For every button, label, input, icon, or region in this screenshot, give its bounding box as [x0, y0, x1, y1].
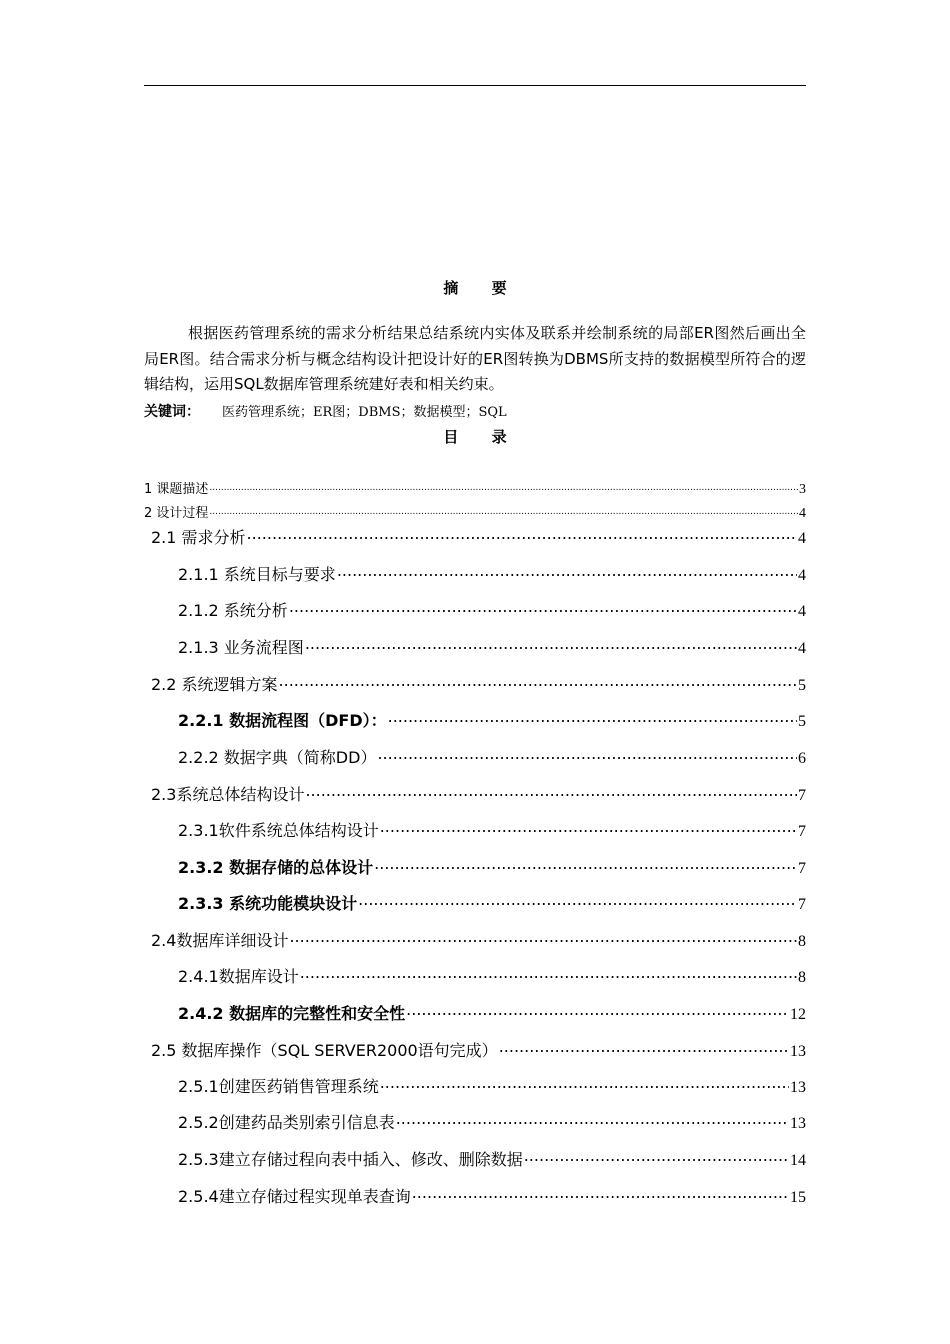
toc-entry[interactable] [151, 928, 806, 951]
toc-leader [300, 966, 797, 982]
toc-leader [499, 1040, 789, 1056]
toc-entry[interactable] [178, 1110, 806, 1133]
toc-entry[interactable] [178, 635, 806, 658]
toc-leader [380, 820, 797, 836]
toc-entry[interactable] [178, 562, 806, 585]
toc-title: 目 录 [443, 428, 521, 446]
keywords-text: 医药管理系统；ER图；DBMS；数据模型；SQL [222, 405, 507, 420]
toc-entry[interactable] [178, 745, 806, 768]
toc-entry-page: 7 [798, 823, 806, 840]
toc-entry-title: 2.5.1创建医药销售管理系统 [178, 1077, 379, 1096]
toc-entry-title: 2.2.1 数据流程图（DFD）： [178, 711, 387, 730]
toc-entry-page: 4 [798, 603, 806, 620]
toc-leader [305, 637, 797, 653]
toc-entry[interactable] [178, 708, 806, 731]
toc-leader [374, 857, 797, 873]
toc-leader [377, 747, 797, 763]
toc-entry-page: 4 [798, 530, 806, 547]
toc-entry-page: 5 [798, 713, 806, 730]
toc-entry-title: 2.2.2 数据字典（简称DD） [178, 748, 377, 767]
toc-entry[interactable] [151, 525, 806, 548]
toc-entry-title: 2.3.2 数据存储的总体设计 [178, 858, 374, 877]
toc-entry-title: 2.1.1 系统目标与要求 [178, 565, 336, 584]
toc-leader [305, 784, 797, 800]
keywords-line [144, 401, 806, 424]
abstract-title: 摘 要 [443, 279, 521, 297]
toc-leader [380, 1076, 789, 1092]
toc-leader [396, 1112, 789, 1128]
toc-entry-title: 2.5.3建立存储过程向表中插入、修改、删除数据 [178, 1150, 523, 1169]
toc-entry-title: 2.1.2 系统分析 [178, 601, 288, 620]
toc-entry-page: 7 [798, 896, 806, 913]
toc-entry[interactable] [178, 1147, 806, 1170]
toc-entry-title: 2.4.1数据库设计 [178, 967, 299, 986]
toc-entry-title: 2.5 数据库操作（SQL SERVER2000语句完成） [151, 1041, 498, 1060]
toc-leader [289, 600, 797, 616]
toc-leader [337, 564, 797, 580]
toc-entry-title: 2.3系统总体结构设计 [151, 785, 305, 804]
toc-leader [279, 674, 797, 690]
toc-entry[interactable] [178, 598, 806, 621]
toc-entry-title: 2.5.4建立存储过程实现单表查询 [178, 1187, 411, 1206]
toc-entry-page: 14 [790, 1152, 806, 1169]
toc-entry-page: 12 [790, 1006, 806, 1023]
toc-leader [247, 527, 797, 543]
toc-entry[interactable] [151, 1038, 806, 1061]
toc-leader [412, 1186, 789, 1202]
toc-entry-title: 2.4数据库详细设计 [151, 931, 289, 950]
toc-leader [289, 930, 797, 946]
toc-entry-page: 13 [790, 1079, 806, 1096]
toc-leader [209, 484, 798, 493]
toc-entry-title: 2.4.2 数据库的完整性和安全性 [178, 1004, 406, 1023]
abstract-body: 根据医药管理系统的需求分析结果总结系统内实体及联系并绘制系统的局部ER图然后画出全局ER图。结合需求分析与概念结构设计把设计好的ER图转换为DBMS所支持的数据模型所符合的逻辑结构，运用SQL数据库管理系统建好表和相关约束。 [144, 324, 806, 393]
toc-leader [524, 1149, 789, 1165]
toc-entry[interactable] [144, 502, 806, 522]
toc-leader [209, 508, 798, 517]
toc-entry[interactable] [151, 782, 806, 805]
header-rule [144, 85, 806, 86]
toc-leader [406, 1003, 789, 1019]
toc-entry-page: 13 [790, 1043, 806, 1060]
toc-entry-title: 2.3.3 系统功能模块设计 [178, 894, 358, 913]
toc-entry[interactable] [178, 1074, 806, 1097]
toc-leader [358, 893, 797, 909]
toc-entry-page: 4 [798, 640, 806, 657]
toc-entry-title: 1 课题描述 [144, 482, 209, 497]
toc-entry-title: 2.3.1软件系统总体结构设计 [178, 821, 379, 840]
toc-entry-title: 2.2 系统逻辑方案 [151, 675, 278, 694]
toc-entry[interactable] [178, 818, 806, 841]
toc-entry-page: 5 [798, 677, 806, 694]
toc-entry-page: 6 [798, 750, 806, 767]
keywords-label: 关键词： [144, 404, 200, 420]
toc-leader [388, 710, 797, 726]
toc-entry-page: 4 [799, 506, 806, 521]
toc-entry-title: 2.5.2创建药品类别索引信息表 [178, 1113, 395, 1132]
toc-entry[interactable] [144, 478, 806, 498]
toc-entry-title: 2.1 需求分析 [151, 528, 246, 547]
toc-entry-page: 8 [798, 933, 806, 950]
toc-entry-page: 15 [790, 1189, 806, 1206]
toc-entry-page: 7 [798, 787, 806, 804]
toc-entry-page: 4 [798, 567, 806, 584]
toc-entry-title: 2.1.3 业务流程图 [178, 638, 304, 657]
toc-entry-page: 3 [799, 482, 806, 497]
toc-entry[interactable] [178, 855, 806, 878]
toc-entry-page: 8 [798, 969, 806, 986]
toc-entry[interactable] [178, 1184, 806, 1207]
toc-entry[interactable] [178, 1001, 806, 1024]
toc-entry-page: 13 [790, 1115, 806, 1132]
toc-entry-page: 7 [798, 860, 806, 877]
toc-entry[interactable] [151, 672, 806, 695]
toc-entry-title: 2 设计过程 [144, 506, 209, 521]
toc-entry[interactable] [178, 891, 806, 914]
toc-entry[interactable] [178, 964, 806, 987]
